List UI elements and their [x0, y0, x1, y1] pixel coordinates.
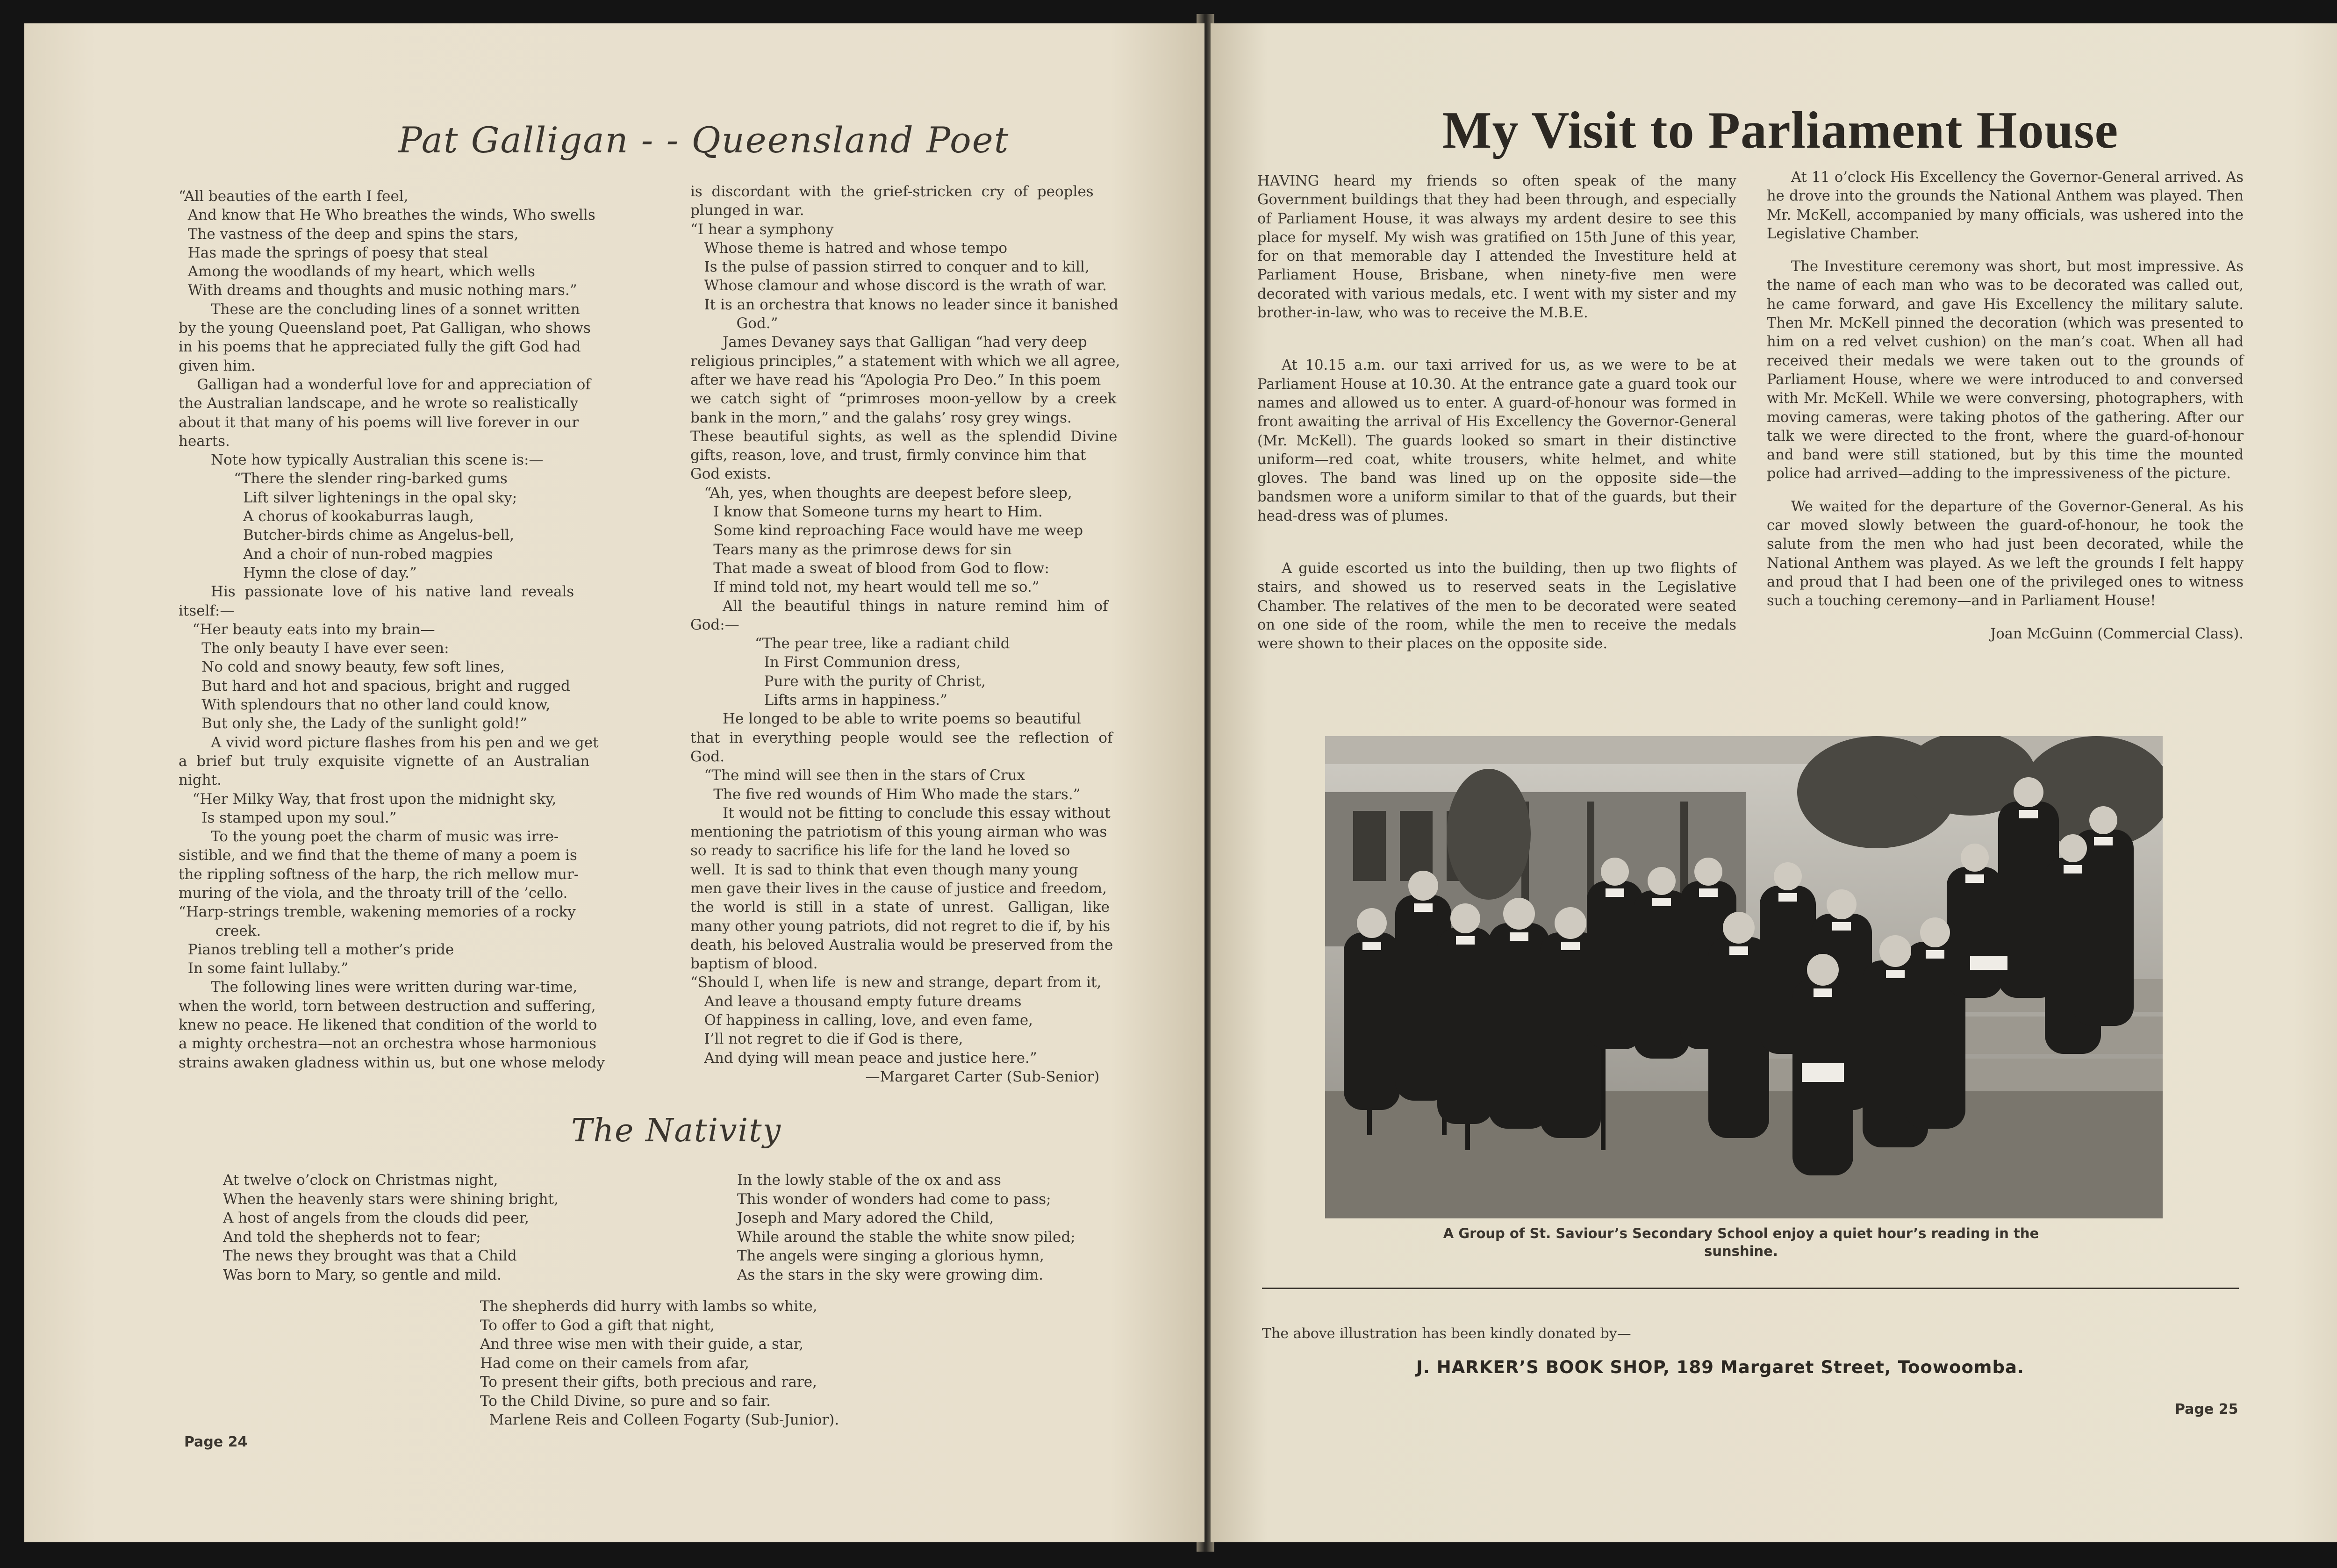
nativity-stanza-1 [223, 1171, 690, 1284]
paragraph: Joan McGuinn (Commercial Class). [1990, 625, 2244, 642]
text-line: The five red wounds of Him Who made the stars.” [690, 786, 1081, 803]
text-line: Lift silver lightenings in the opal sky; [179, 489, 517, 506]
text-line: And three wise men with their guide, a star, [480, 1336, 804, 1353]
paragraph: The Investiture ceremony was short, but most impressive. As the name of each man who was to be decorated was called out, he came forward, and gave His Excellency the military salute. Then Mr. McKell pinned the decoration (which was presented to him on a red velvet cushion) on the man’s coat. When all had received their medals we were taken out to the grounds of Parliament House, where we were introduced to and conversed with Mr. McKell. While we were conversing, photographers, with moving cameras, were taking photos of the gathering. After our talk we were directed to the front, where the guard-of-honour and band were still stationed, but by this time the mounted police had arrived—adding to the impressiveness of the picture. [1767, 258, 2244, 482]
text-line: In the lowly stable of the ox and ass [737, 1172, 1001, 1189]
text-line: In First Communion dress, [690, 654, 961, 671]
paragraph: A guide escorted us into the building, then up two flights of stairs, and showed us to reserved seats in the Legislative Chamber. The relatives of the men to be decorated were seated on one side of the room, while the men to receive the medals were shown to their places on the opposite side. [1257, 560, 1736, 652]
poet-article-column-1 [179, 187, 679, 1072]
text-line: But only she, the Lady of the sunlight gold!” [179, 715, 528, 732]
text-line: Hymn the close of day.” [179, 564, 417, 581]
paragraph: At 10.15 a.m. our taxi arrived for us, as we were to be at Parliament House at 10.30. At the entrance gate a guard took our names and allowed us to enter. A guard-of-honour was formed in front awaiting the arrival of His Excellency the Governor-General (Mr. McKell). The guards looked so smart in their distinctive uniform—red coat, white trousers, white helmet, and white gloves. The band was lined up on the opposite side—the bandsmen wore a uniform similar to that of the guards, but their head-dress was of plumes. [1257, 357, 1736, 524]
page-number-right: Page 25 [2175, 1401, 2238, 1418]
text-line: Of happiness in calling, love, and even fame, [690, 1012, 1033, 1029]
text-line: —Margaret Carter (Sub-Senior) [690, 1068, 1100, 1085]
text-line: If mind told not, my heart would tell me so.” [690, 579, 1039, 596]
text-line: The following lines were written during war-time, [179, 979, 578, 996]
text-line: hearts. [179, 432, 230, 450]
text-line: I’ll not regret to die if God is there, [690, 1031, 963, 1048]
text-line: To the Child Divine, so pure and so fair. [480, 1392, 771, 1410]
paragraph: We waited for the departure of the Governor-General. As his car moved slowly between the guard-of-honour, he took the salute from the men who had just been decorated, while the National Anthem was played. As we left the grounds I felt happy and proud that I had been one of the privileged ones to witness such a touching ceremony—and in Parliament House! [1767, 498, 2244, 609]
text-line: In some faint lullaby.” [179, 960, 349, 977]
text-line: Lifts arms in happiness.” [690, 692, 947, 709]
text-line: death, his beloved Australia would be preserved from the [690, 936, 1113, 953]
right-page [1211, 23, 2337, 1542]
text-line: James Devaney says that Galligan “had very deep [690, 334, 1087, 351]
text-line: With dreams and thoughts and music nothing mars.” [179, 282, 577, 299]
text-line: His passionate love of his native land reveals [179, 583, 574, 601]
text-line: At twelve o’clock on Christmas night, [223, 1172, 498, 1189]
text-line: God exists. [690, 465, 771, 483]
paragraph: HAVING heard my friends so often speak of the many Government buildings that they had been through, and especially of Parliament House, it was always my ardent desire to see this place for myself. My wish was gratified on 15th June of this year, for on that memorable day I attended the Investiture held at Parliament House, Brisbane, when ninety-five men were decorated with various medals, etc. I went with my sister and my brother-in-law, who was to receive the M.B.E. [1257, 173, 1736, 322]
text-line: so ready to sacrifice his life for the land he loved so [690, 842, 1070, 859]
text-line: “The mind will see then in the stars of Crux [690, 767, 1025, 784]
text-line: when the world, torn between destruction and suffering, [179, 997, 596, 1015]
parliament-column-2 [1767, 168, 2244, 644]
text-line: The vastness of the deep and spins the stars, [179, 225, 519, 243]
text-line: Tears many as the primrose dews for sin [690, 541, 1012, 558]
text-line: bank in the morn,” and the galahs’ rosy grey wings. [690, 409, 1072, 426]
text-line: To the young poet the charm of music was irre- [179, 828, 559, 845]
text-line: Pure with the purity of Christ, [690, 673, 986, 690]
text-line: The only beauty I have ever seen: [179, 640, 449, 657]
text-line: Is the pulse of passion stirred to conquer and to kill, [690, 258, 1090, 276]
paragraph: At 11 o’clock His Excellency the Governor-General arrived. As he drove into the grounds the National Anthem was played. Then Mr. McKell, accompanied by many officials, was ushered into the Legislative Chamber. [1767, 169, 2244, 242]
text-line: Had come on their camels from afar, [480, 1354, 749, 1372]
text-line: Butcher-birds chime as Angelus-bell, [179, 527, 515, 544]
text-line: A vivid word picture flashes from his pen and we get [179, 734, 599, 751]
divider-rule [1262, 1288, 2239, 1289]
text-line: No cold and snowy beauty, few soft lines, [179, 659, 505, 676]
text-line: God:— [690, 616, 739, 633]
text-line: That made a sweat of blood from God to flow: [690, 559, 1049, 577]
shop-credit: J. HARKER’S BOOK SHOP, 189 Margaret Street, Toowoomba. [1416, 1357, 2024, 1377]
text-line: the Australian landscape, and he wrote so realistically [179, 395, 578, 412]
text-line: While around the stable the white snow piled; [737, 1228, 1075, 1246]
text-line: religious principles,” a statement with which we all agree, [690, 352, 1120, 370]
nativity-poem-title: The Nativity [571, 1112, 782, 1149]
text-line: And leave a thousand empty future dreams [690, 993, 1022, 1010]
nativity-stanza-3 [480, 1297, 994, 1430]
text-line: about it that many of his poems will live forever in our [179, 414, 579, 431]
text-line: “The pear tree, like a radiant child [690, 635, 1010, 652]
text-line: And dying will mean peace and justice here.” [690, 1049, 1037, 1067]
text-line: These beautiful sights, as well as the splendid Divine [690, 428, 1118, 445]
text-line: A host of angels from the clouds did peer, [223, 1210, 529, 1226]
poet-article-title: Pat Galligan - - Queensland Poet [398, 119, 1010, 161]
text-line: many other young patriots, did not regret to die if, by his [690, 917, 1111, 935]
text-line: And a choir of nun-robed magpies [179, 545, 493, 563]
text-line: But hard and hot and spacious, bright and rugged [179, 677, 570, 695]
photo-caption: A Group of St. Saviour’s Secondary School enjoy a quiet hour’s reading in the sunshine. [1443, 1225, 2039, 1259]
text-line: after we have read his “Apologia Pro Deo.” In this poem [690, 371, 1101, 388]
text-line: As the stars in the sky were growing dim. [737, 1266, 1043, 1283]
text-line: This wonder of wonders had come to pass; [737, 1190, 1051, 1208]
text-line: Was born to Mary, so gentle and mild. [223, 1266, 502, 1283]
text-line: And told the shepherds not to fear; [223, 1228, 481, 1246]
text-line: men gave their lives in the cause of justice and freedom, [690, 880, 1107, 897]
text-line: in his poems that he appreciated fully the gift God had [179, 338, 581, 356]
text-line: It is an orchestra that knows no leader since it banished [690, 296, 1118, 313]
text-line: To present their gifts, both precious and rare, [480, 1374, 817, 1390]
text-line: “Her Milky Way, that frost upon the midnight sky, [179, 790, 557, 808]
text-line: “There the slender ring-barked gums [179, 470, 508, 487]
text-line: Whose theme is hatred and whose tempo [690, 239, 1008, 257]
text-line: “All beauties of the earth I feel, [179, 188, 409, 205]
text-line: And know that He Who breathes the winds, Who swells [179, 207, 595, 224]
text-line: is discordant with the grief-stricken cry of peoples [690, 183, 1094, 200]
text-line: night. [179, 772, 222, 789]
text-line: sistible, and we find that the theme of many a poem is [179, 847, 577, 864]
text-line: that in everything people would see the reflection of [690, 729, 1113, 746]
text-line: Galligan had a wonderful love for and appreciation of [179, 376, 591, 393]
text-line: “I hear a symphony [690, 221, 834, 238]
text-line: itself:— [179, 602, 235, 619]
school-group-photo [1325, 736, 2163, 1218]
text-line: The shepherds did hurry with lambs so white, [480, 1298, 817, 1315]
text-line: knew no peace. He likened that condition of the world to [179, 1017, 597, 1034]
text-line: baptism of blood. [690, 955, 818, 973]
text-line: Is stamped upon my soul.” [179, 809, 397, 826]
parliament-article-title: My Visit to Parliament House [1442, 101, 2119, 159]
text-line: “Ah, yes, when thoughts are deepest before sleep, [690, 484, 1072, 501]
text-line: “Her beauty eats into my brain— [179, 621, 435, 638]
text-line: All the beautiful things in nature remind him of [690, 597, 1108, 615]
text-line: gifts, reason, love, and trust, firmly convince him that [690, 447, 1086, 464]
text-line: The angels were singing a glorious hymn, [737, 1247, 1044, 1264]
text-line: creek. [179, 922, 261, 939]
text-line: mentioning the patriotism of this young airman who was [690, 823, 1107, 841]
text-line: Pianos trebling tell a mother’s pride [179, 941, 454, 958]
text-line: we catch sight of “primroses moon-yellow by a creek [690, 390, 1117, 408]
text-line: the rippling softness of the harp, the rich mellow mur- [179, 866, 579, 883]
text-line: given him. [179, 357, 256, 374]
text-line: by the young Queensland poet, Pat Galligan, who shows [179, 320, 591, 337]
text-line: When the heavenly stars were shining bright, [223, 1190, 559, 1208]
text-line: “Should I, when life is new and strange, depart from it, [690, 974, 1102, 991]
text-line: muring of the viola, and the throaty trill of the ’cello. [179, 884, 568, 902]
text-line: Some kind reproaching Face would have me weep [690, 522, 1083, 539]
text-line: God.” [690, 315, 778, 332]
text-line: well. It is sad to think that even though many young [690, 861, 1078, 878]
text-line: Has made the springs of poesy that steal [179, 244, 488, 261]
text-line: Joseph and Mary adored the Child, [737, 1210, 994, 1226]
text-line: strains awaken gladness within us, but one whose melody [179, 1054, 605, 1071]
text-line: “Harp-strings tremble, wakening memories of a rocky [179, 903, 576, 921]
parliament-column-1 [1257, 172, 1736, 654]
text-line: A chorus of kookaburras laugh, [179, 508, 474, 525]
text-line: a brief but truly exquisite vignette of an Australian [179, 752, 590, 770]
text-line: I know that Someone turns my heart to Him. [690, 503, 1043, 521]
text-line: With splendours that no other land could know, [179, 696, 551, 714]
text-line: God. [690, 748, 725, 765]
text-line: To offer to God a gift that night, [480, 1317, 715, 1334]
text-line: Marlene Reis and Colleen Fogarty (Sub-Junior). [480, 1411, 839, 1428]
text-line: He longed to be able to write poems so beautiful [690, 710, 1081, 728]
text-line: It would not be fitting to conclude this essay without [690, 804, 1111, 822]
left-page [24, 23, 1204, 1542]
donation-note: The above illustration has been kindly donated by— [1262, 1325, 1631, 1342]
text-line: a mighty orchestra—not an orchestra whose harmonious [179, 1035, 597, 1052]
text-line: These are the concluding lines of a sonnet written [179, 301, 580, 318]
page-number-left: Page 24 [184, 1434, 248, 1450]
text-line: the world is still in a state of unrest. Galligan, like [690, 899, 1110, 916]
text-line: plunged in war. [690, 202, 804, 219]
poet-article-column-2 [690, 182, 1190, 1086]
text-line: Among the woodlands of my heart, which wells [179, 263, 535, 280]
nativity-stanza-2 [737, 1171, 1204, 1284]
text-line: Whose clamour and whose discord is the wrath of war. [690, 277, 1107, 294]
text-line: The news they brought was that a Child [223, 1247, 517, 1264]
text-line: Note how typically Australian this scene is:— [179, 451, 544, 469]
